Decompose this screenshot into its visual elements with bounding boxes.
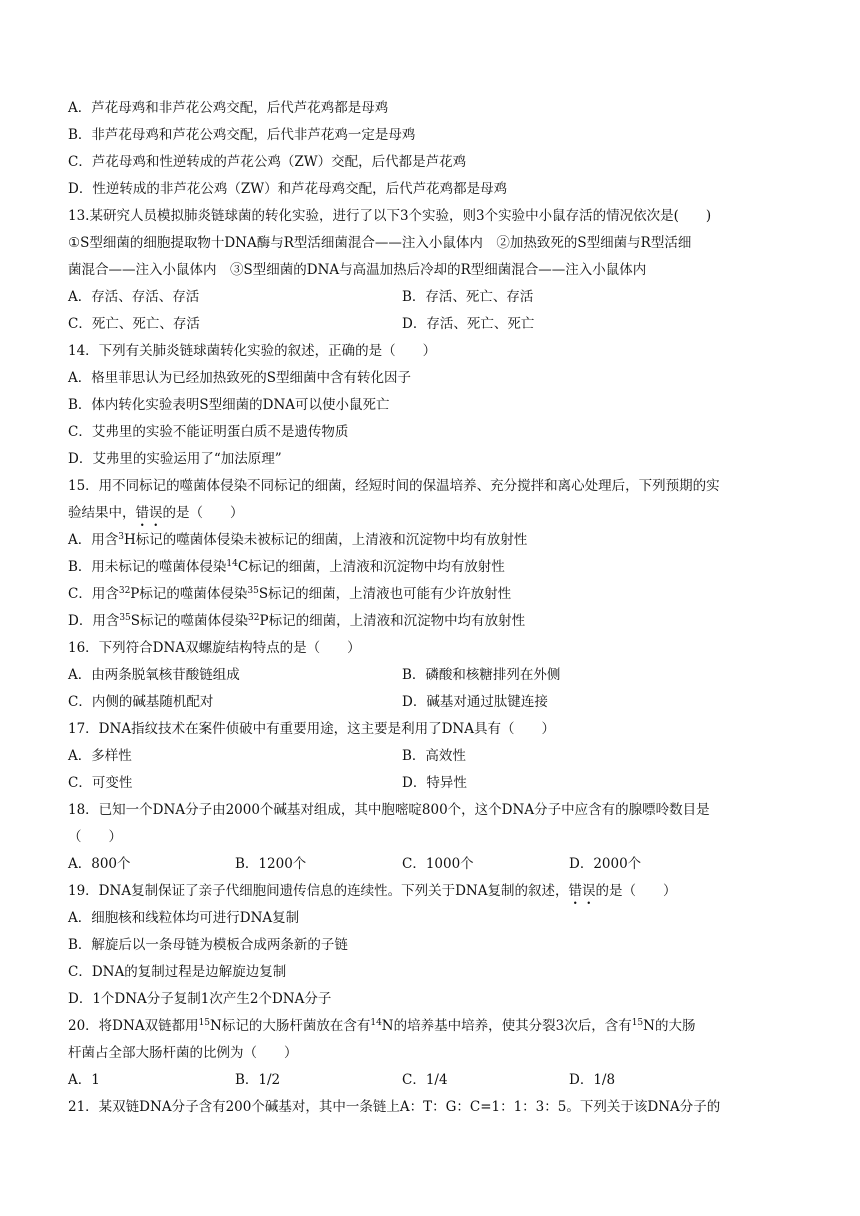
isotope-mass: 15 [631,1018,644,1028]
q20-option-d: D．1/8 [569,1072,616,1088]
q19-stem [68,881,676,901]
q16-option-c: C．内侧的碱基随机配对 [68,694,214,710]
q18-stem: 18．已知一个DNA分子由2000个碱基对组成，其中胞嘧啶800个，这个DNA分子中应含有的腺嘌呤数目是 [68,802,710,818]
q13-stem-line2: ①S型细菌的细胞提取物十DNA酶与R型活细菌混合——注入小鼠体内 ②加热致死的S型细菌与R型活细 [68,235,692,251]
q18-option-c: C．1000个 [402,856,474,872]
emphasis-char: 误 [581,883,596,899]
q14-option-a: A．格里菲思认为已经加热致死的S型细菌中含有转化因子 [68,370,411,386]
q20-stem [68,1016,695,1036]
q14-option-c: C．艾弗里的实验不能证明蛋白质不是遗传物质 [68,424,349,440]
isotope-mass: 32 [118,586,131,596]
q21-stem: 21．某双链DNA分子含有200个碱基对，其中一条链上A：T：G：C=1：1：3：5。下列关于该DNA分子的 [68,1099,721,1115]
q15-stem: 15．用不同标记的噬菌体侵染不同标记的细菌，经短时间的保温培养、充分搅拌和离心处理后，下列预期的实 [68,478,720,494]
q17-option-d: D．特异性 [402,775,467,791]
q14-option-d: D．艾弗里的实验运用了“加法原理” [68,451,282,467]
option-text: A．用含 [68,532,119,548]
q14-stem: 14．下列有关肺炎链球菌转化实验的叙述，正确的是（ ） [68,343,437,359]
q20-option-b: B．1/2 [235,1072,281,1088]
q18-option-d: D．2000个 [569,856,642,872]
q15-stem-text: 的是（ ） [162,505,244,521]
q13-option-a: A．存活、存活、存活 [68,289,200,305]
q16-option-a: A．由两条脱氧核苷酸链组成 [68,667,240,683]
q20-stem-text: N标记的大肠杆菌放在含有 [210,1018,371,1034]
q16-option-b: B．磷酸和核糖排列在外侧 [402,667,561,683]
q13-stem: 13.某研究人员模拟肺炎链球菌的转化实验，进行了以下3个实验，则3个实验中小鼠存活的情况依次是( ) [68,208,712,224]
q15-stem-line2 [68,503,244,523]
q20-option-c: C．1/4 [402,1072,448,1088]
q18-stem-line2: （ ） [68,829,122,845]
emphasis-char: 错 [135,505,149,521]
option-text: H标记的噬菌体侵染未被标记的细菌，上清液和沉淀物中均有放射性 [123,532,528,548]
q19-option-c: C．DNA的复制过程是边解旋边复制 [68,964,287,980]
isotope-mass: 3 [118,532,124,542]
option-text: D．用含 [68,613,120,629]
q18-option-b: B．1200个 [235,856,307,872]
q13-stem-line3: 菌混合——注入小鼠体内 ③S型细菌的DNA与高温加热后冷却的R型细菌混合——注入小鼠体内 [68,262,647,278]
prev-option-d: D．性逆转成的非芦花公鸡（ZW）和芦花母鸡交配，后代芦花鸡都是母鸡 [68,181,508,197]
q15-option-b [68,557,505,577]
q20-stem-text: N的培养基中培养，使其分裂3次后，含有 [381,1018,632,1034]
option-text: C标记的细菌，上清液和沉淀物中均有放射性 [237,559,505,575]
option-text: P标记的噬菌体侵染 [130,586,248,602]
q19-option-b: B．解旋后以一条母链为模板合成两条新的子链 [68,937,348,953]
q20-stem-text: 20．将DNA双链都用 [68,1018,199,1034]
q16-stem: 16．下列符合DNA双螺旋结构特点的是（ ） [68,640,361,656]
prev-option-b: B．非芦花母鸡和芦花公鸡交配，后代非芦花鸡一定是母鸡 [68,127,416,143]
isotope-mass: 35 [247,586,259,596]
q13-option-d: D．存活、死亡、死亡 [402,316,535,332]
isotope-mass: 35 [119,613,131,623]
q17-option-c: C．可变性 [68,775,133,791]
option-text: B．用未标记的噬菌体侵染 [68,559,227,575]
emphasis-char: 错 [568,883,582,899]
q17-option-a: A．多样性 [68,748,132,764]
q13-option-c: C．死亡、死亡、存活 [68,316,200,332]
q20-option-a: A．1 [68,1072,100,1088]
emphasis-char: 误 [149,505,163,521]
option-text: S标记的噬菌体侵染 [130,613,249,629]
q19-stem-text: 19．DNA复制保证了亲子代细胞间遗传信息的连续性。下列关于DNA复制的叙述， [68,883,569,899]
prev-option-c: C．芦花母鸡和性逆转成的芦花公鸡（ZW）交配，后代都是芦花鸡 [68,154,467,170]
q15-stem-text: 验结果中， [68,505,136,521]
q15-option-d [68,611,525,631]
isotope-mass: 32 [248,613,260,623]
prev-option-a: A．芦花母鸡和非芦花公鸡交配，后代芦花鸡都是母鸡 [68,100,389,116]
q16-option-d: D．碱基对通过肽键连接 [402,694,548,710]
option-text: P标记的细菌，上清液和沉淀物中均有放射性 [259,613,526,629]
q19-stem-text: 的是（ ） [595,883,677,899]
q17-option-b: B．高效性 [402,748,466,764]
q20-stem-line2: 杆菌占全部大肠杆菌的比例为（ ） [68,1045,298,1061]
q19-option-a: A．细胞核和线粒体均可进行DNA复制 [68,910,300,926]
q14-option-b: B．体内转化实验表明S型细菌的DNA可以使小鼠死亡 [68,397,390,413]
option-text: C．用含 [68,586,119,602]
isotope-mass: 15 [198,1018,211,1028]
option-text: S标记的细菌，上清液也可能有少许放射性 [258,586,512,602]
q18-option-a: A．800个 [68,856,131,872]
q17-stem: 17．DNA指纹技术在案件侦破中有重要用途，这主要是利用了DNA具有（ ） [68,721,555,737]
q13-option-b: B．存活、死亡、存活 [402,289,534,305]
q15-option-a [68,530,527,550]
isotope-mass: 14 [370,1018,382,1028]
q20-stem-text: N的大肠 [643,1018,696,1034]
q19-option-d: D．1个DNA分子复制1次产生2个DNA分子 [68,991,332,1007]
isotope-mass: 14 [226,559,238,569]
q15-option-c [68,584,511,604]
